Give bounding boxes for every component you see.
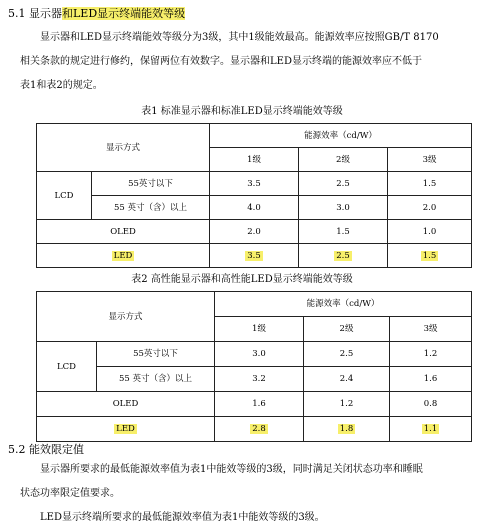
table-2 xyxy=(36,291,472,442)
header-grade-3: 3级 xyxy=(388,148,472,172)
lcd-label: LCD xyxy=(37,342,97,392)
value-cell: 4.0 xyxy=(210,196,299,220)
value-cell: 2.5 xyxy=(299,172,388,196)
value-cell xyxy=(299,244,388,268)
table-2-caption: 表2 高性能显示器和高性能LED显示终端能效等级 xyxy=(131,274,353,285)
paragraph-line-2: 相关条款的规定进行修约，保留两位有效数字。显示器和LED显示终端的能源效率应不低于 xyxy=(20,56,422,67)
highlighted-value: 1.5 xyxy=(422,250,437,261)
header-display-mode: 显示方式 xyxy=(37,124,210,172)
header-grade-3: 3级 xyxy=(390,317,472,342)
highlighted-value: 1.1 xyxy=(423,424,438,434)
value-cell: 2.0 xyxy=(210,220,299,244)
paragraph-line-4: 显示器所要求的最低能源效率值为表1中能效等级的3级，同时满足关闭状态功率和睡眠 xyxy=(40,464,423,475)
row-label: OLED xyxy=(37,220,210,244)
value-cell xyxy=(304,417,390,442)
table-1-caption: 表1 标准显示器和标准LED显示终端能效等级 xyxy=(141,106,343,117)
value-cell: 3.2 xyxy=(215,367,304,392)
value-cell: 2.4 xyxy=(304,367,390,392)
header-grade-1: 1级 xyxy=(215,317,304,342)
header-efficiency: 能源效率（cd/W） xyxy=(215,292,472,317)
value-cell: 3.5 xyxy=(210,172,299,196)
section-number: 5.1 xyxy=(8,7,29,20)
value-cell: 2.5 xyxy=(304,342,390,367)
highlighted-value: 2.8 xyxy=(252,424,266,434)
row-label: 55 英寸（含）以上 xyxy=(92,196,210,220)
paragraph-line-6: LED显示终端所要求的最低能源效率值为表1中能效等级的3级。 xyxy=(40,512,325,523)
row-label: OLED xyxy=(37,392,215,417)
header-efficiency: 能源效率（cd/W） xyxy=(210,124,472,148)
row-label: 55英寸以下 xyxy=(92,172,210,196)
value-cell: 1.0 xyxy=(388,220,472,244)
value-cell: 3.0 xyxy=(299,196,388,220)
led-label-highlight: LED xyxy=(116,424,135,434)
highlighted-value: 1.8 xyxy=(339,424,354,434)
highlighted-value: 2.5 xyxy=(336,250,350,261)
lcd-label: LCD xyxy=(37,172,92,220)
value-cell: 3.0 xyxy=(215,342,304,367)
section-5-2-heading: 5.2 能效限定值 xyxy=(8,443,84,456)
value-cell: 1.6 xyxy=(390,367,472,392)
paragraph-line-5: 状态功率限定值要求。 xyxy=(20,488,120,499)
value-cell: 1.2 xyxy=(390,342,472,367)
value-cell xyxy=(390,417,472,442)
section-title-highlighted: 和LED显示终端能效等级 xyxy=(62,7,186,20)
value-cell: 1.2 xyxy=(304,392,390,417)
value-cell: 2.0 xyxy=(388,196,472,220)
value-cell xyxy=(388,244,472,268)
section-title-plain: 显示器 xyxy=(29,7,62,20)
paragraph-line-1: 显示器和LED显示终端能效等级分为3级，其中1级能效最高。能源效率应按照GB/T 8170 xyxy=(40,32,439,43)
value-cell: 1.5 xyxy=(388,172,472,196)
header-grade-1: 1级 xyxy=(210,148,299,172)
paragraph-line-3: 表1和表2的规定。 xyxy=(20,80,103,91)
value-cell: 1.5 xyxy=(299,220,388,244)
value-cell xyxy=(215,417,304,442)
table-1 xyxy=(36,123,472,268)
value-cell xyxy=(210,244,299,268)
section-5-1-heading xyxy=(8,7,185,21)
header-grade-2: 2级 xyxy=(304,317,390,342)
row-label-led xyxy=(37,244,210,268)
value-cell: 0.8 xyxy=(390,392,472,417)
led-label-highlight: LED xyxy=(113,250,133,261)
row-label-led xyxy=(37,417,215,442)
row-label: 55 英寸（含）以上 xyxy=(97,367,215,392)
header-grade-2: 2级 xyxy=(299,148,388,172)
row-label: 55英寸以下 xyxy=(97,342,215,367)
value-cell: 1.6 xyxy=(215,392,304,417)
header-display-mode: 显示方式 xyxy=(37,292,215,342)
highlighted-value: 3.5 xyxy=(247,250,261,261)
